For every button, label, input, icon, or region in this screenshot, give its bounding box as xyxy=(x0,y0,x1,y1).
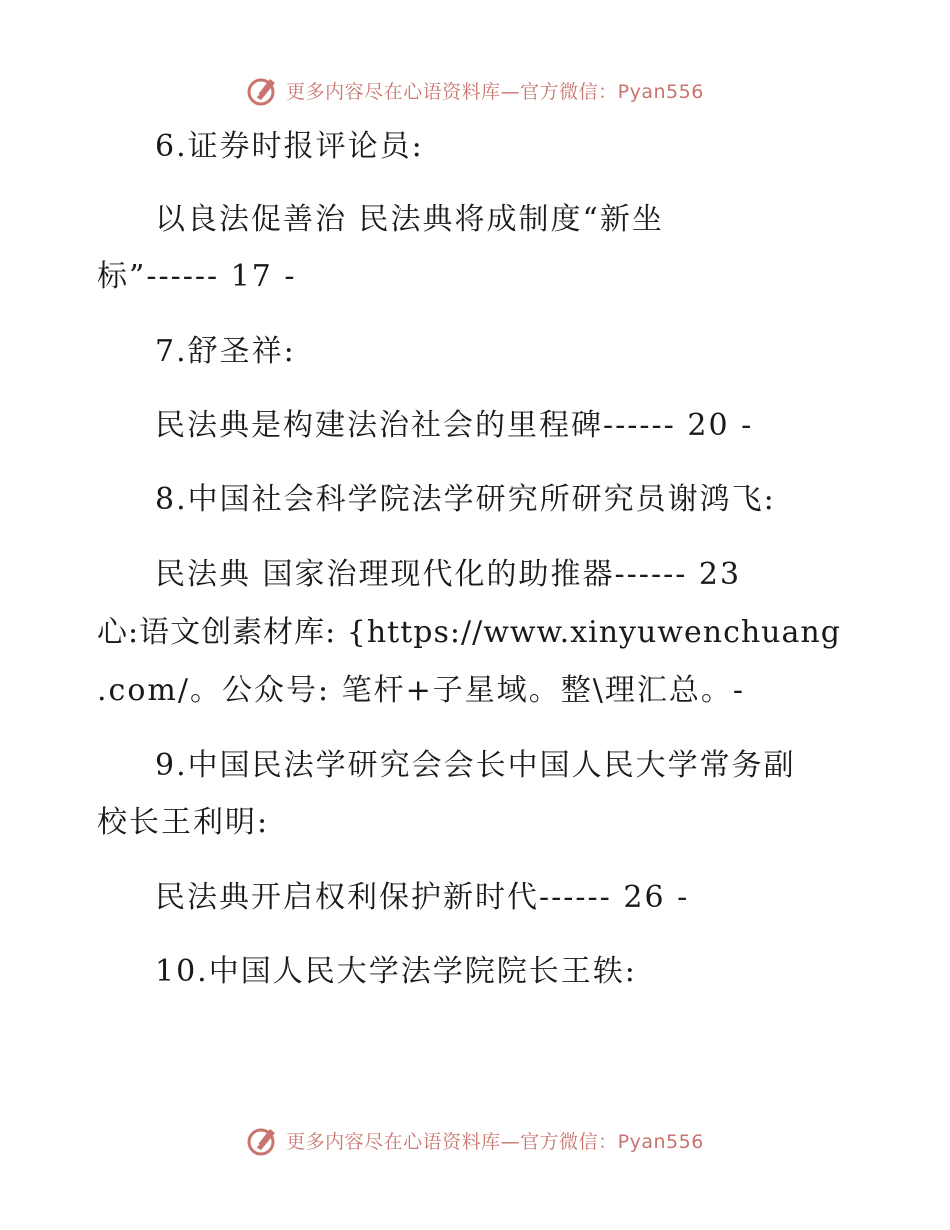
pen-logo-icon xyxy=(246,1123,280,1157)
toc-entry-6-title: 以良法促善治 民法典将成制度“新坐 xyxy=(155,202,664,237)
toc-entry-9-heading: 9.中国民法学研究会会长中国人民大学常务副 xyxy=(155,748,796,783)
source-note-line-1: 心:语文创素材库: {https://www.xinyuwenchuang xyxy=(97,615,841,650)
pen-logo-icon xyxy=(246,73,280,107)
toc-entry-9-title: 民法典开启权利保护新时代------ 26 - xyxy=(155,880,690,915)
banner-text: 更多内容尽在心语资料库—官方微信：Pyan556 xyxy=(286,80,704,103)
source-note-line-2: .com/。公众号: 笔杆+子星域。整\理汇总。- xyxy=(97,673,745,708)
banner-text: 更多内容尽在心语资料库—官方微信：Pyan556 xyxy=(286,1130,704,1153)
toc-entry-7-title: 民法典是构建法治社会的里程碑------ 20 - xyxy=(155,408,754,443)
toc-entry-10-heading: 10.中国人民大学法学院院长王轶: xyxy=(155,954,637,989)
toc-entry-7-heading: 7.舒圣祥: xyxy=(155,334,296,369)
toc-entry-9-heading-cont: 校长王利明: xyxy=(97,805,270,840)
toc-entry-6-title-cont: 标”------ 17 - xyxy=(97,259,297,294)
toc-entry-8-title: 民法典 国家治理现代化的助推器------ 23 xyxy=(155,557,742,592)
toc-entry-8-heading: 8.中国社会科学院法学研究所研究员谢鸿飞: xyxy=(155,482,776,517)
header-banner xyxy=(0,70,950,110)
footer-banner xyxy=(0,1120,950,1160)
toc-entry-6-heading: 6.证券时报评论员: xyxy=(155,129,424,164)
